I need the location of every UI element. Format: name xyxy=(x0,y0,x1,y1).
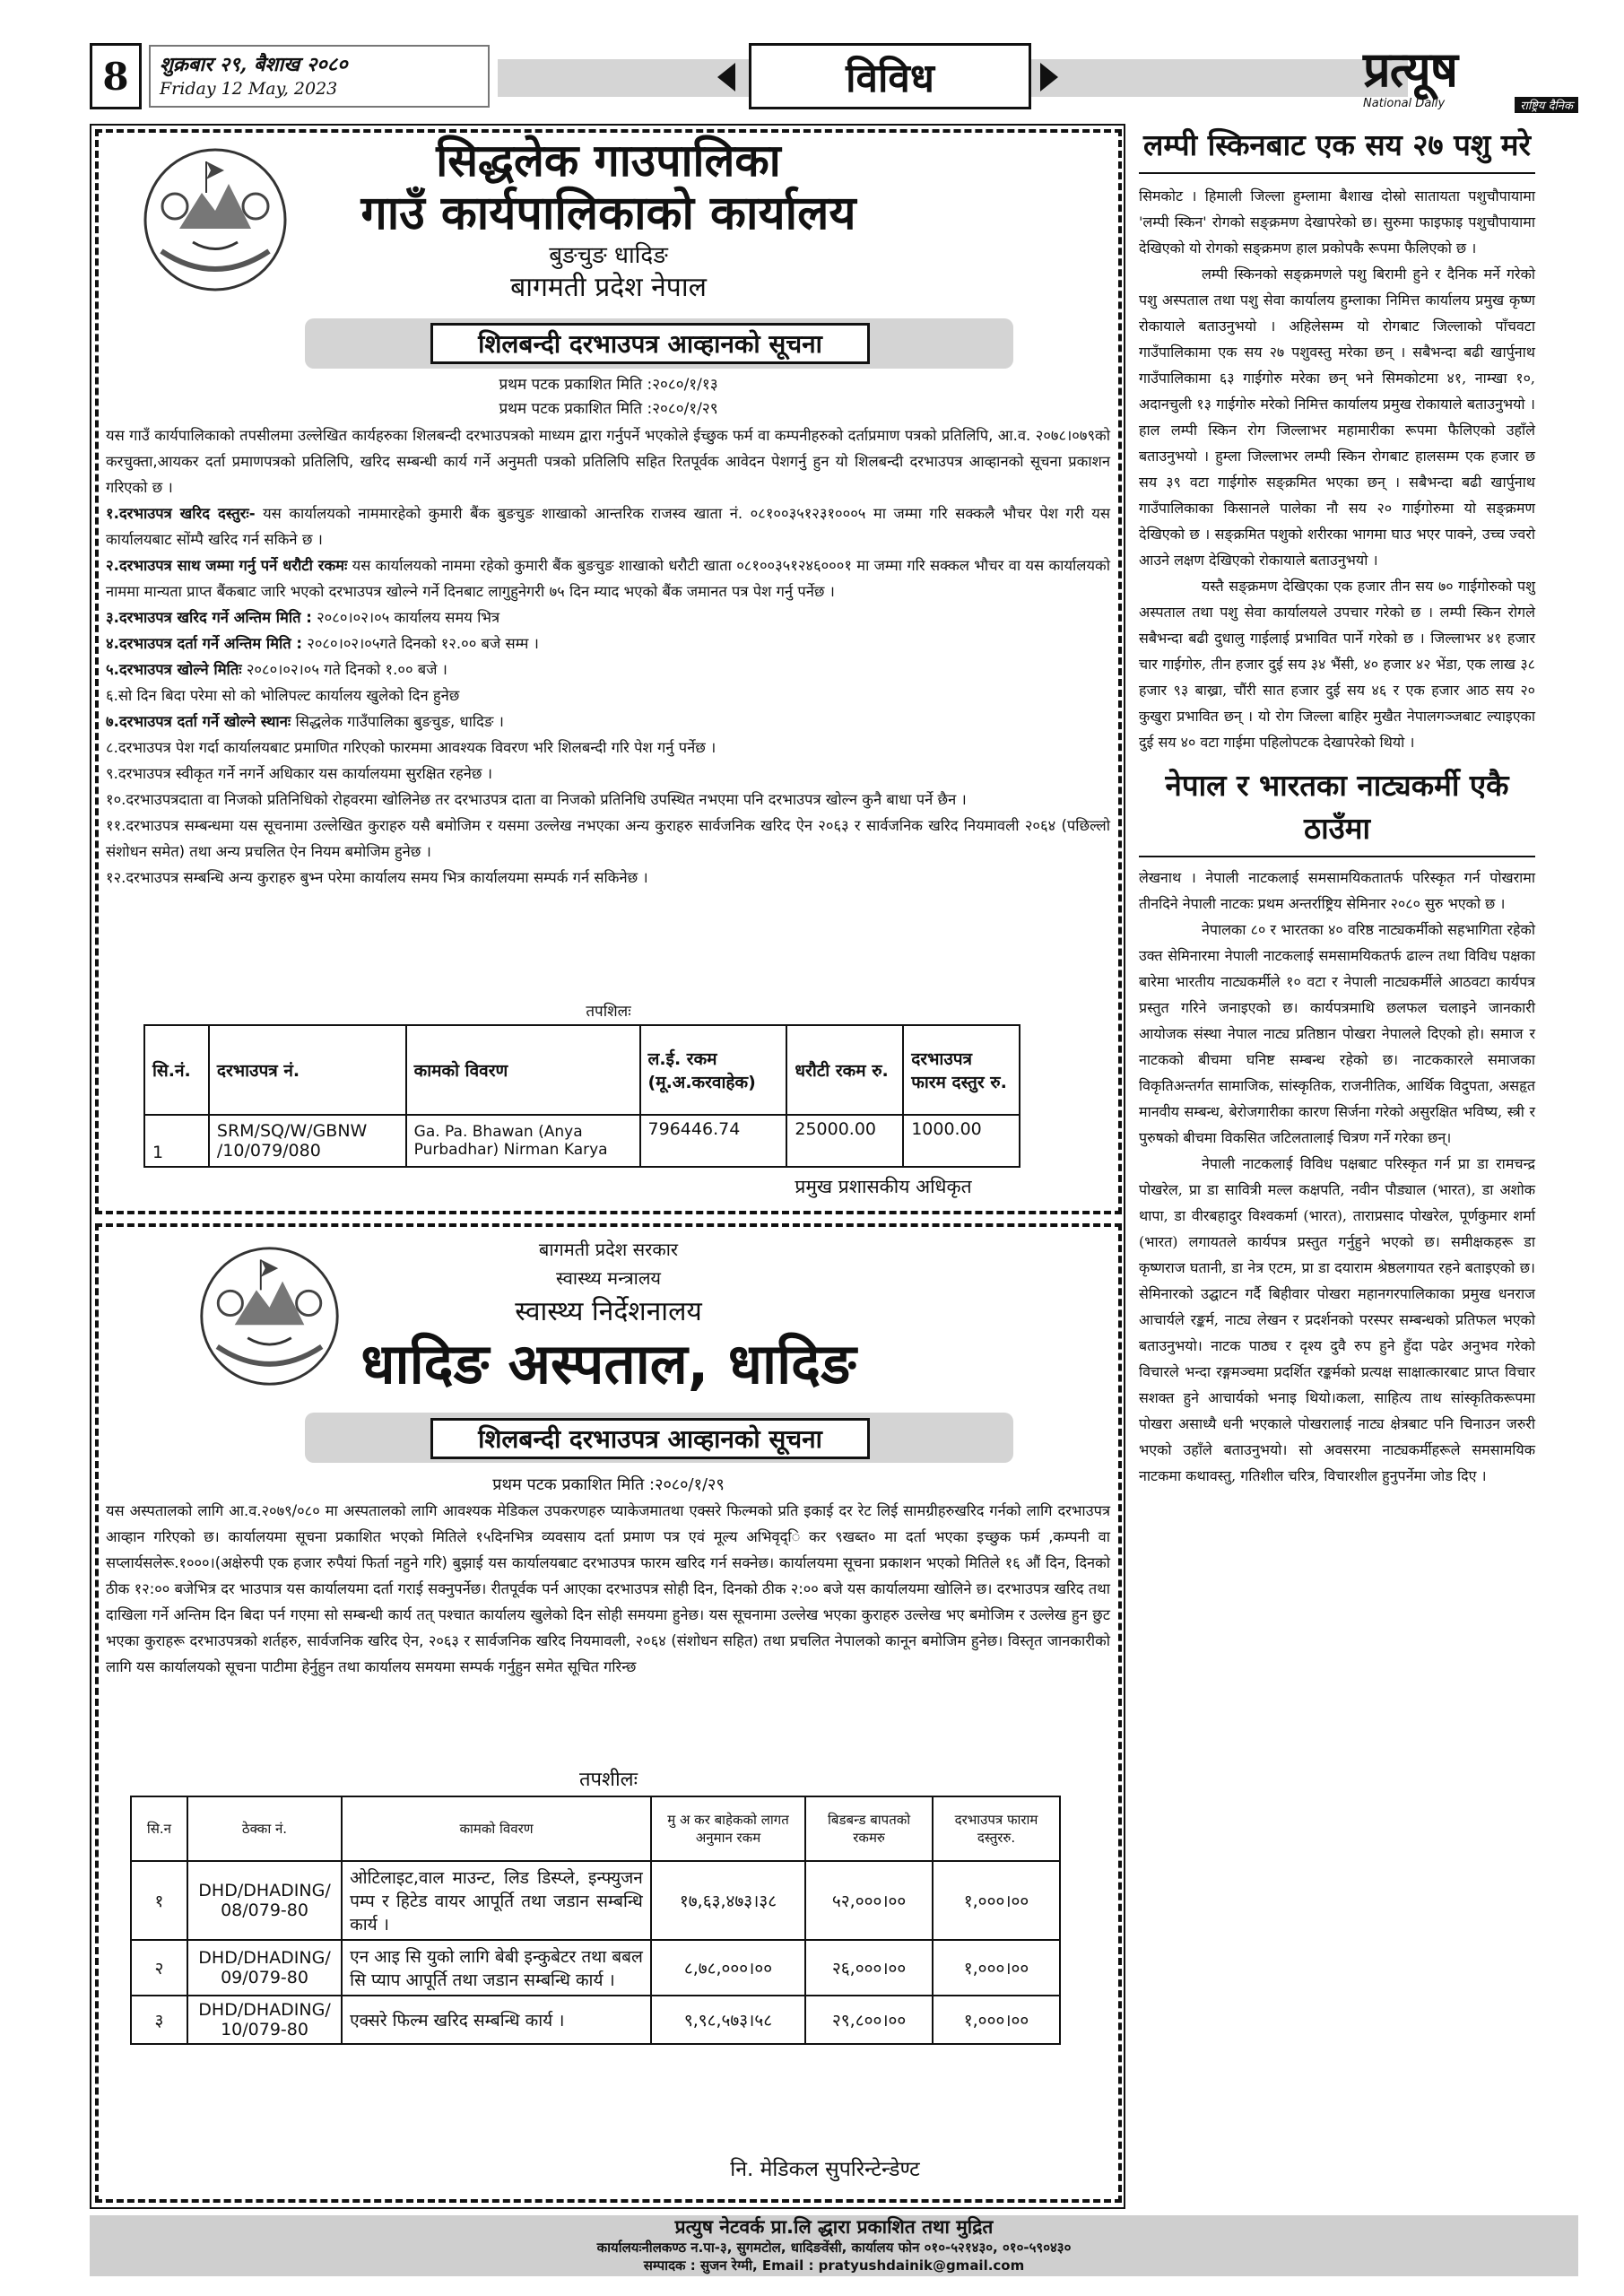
ad1-point-text: २०८०।०२।०५ कार्यालय समय भित्र xyxy=(311,609,500,626)
ad1-point-text: ८.दरभाउपत्र पेश गर्दा कार्यालयबाट प्रमाणित गरिएको फारममा आवश्यक विवरण भरि शिलबन्दी गरि पेश गर्नु पर्नेछ । xyxy=(106,739,716,756)
ad1-point xyxy=(106,604,1110,631)
masthead-logo xyxy=(1318,43,1578,117)
story-paragraph: लम्पी स्किनको सङ्क्रमणले पशु बिरामी हुने र दैनिक मर्ने गरेको पशु अस्पताल तथा पशु सेवा कार्यालय हुम्लाका निमित्त कार्यालय प्रमुख कृष्ण रोकायाले बताउनुभयो । अहिलेसम्म यो रोगबाट जिल्लाको पाँचवटा गाउँपालिकामा एक सय २७ पशुवस्तु मरेका छन् । सबैभन्दा बढी खार्पुनाथ गाउँपालिकामा ६३ गाईगोरु मरेका छन् भने सिमकोटमा ४१, नाम्खा १०, अदानचुली १३ गाईगोरु मरेको निमित्त कार्यालय प्रमुख रोकायाले बताउनुभयो । हाल लम्पी स्किन रोग जिल्लाभर महामारीका रूपमा फैलिएको उहाँले बताउनुभयो । हुम्ला जिल्लाभर लम्पी स्किन रोगबाट हालसम्म एक हजार छ सय ३९ वटा गाईगोरु सङ्क्रमित भएका छन् । सबैभन्दा बढी खार्पुनाथ गाउँपालिकाका किसानले पालेका नौ सय २० गाईगोरुमा यो सङ्क्रमण देखिएको छ । सङ्क्रमित पशुको शरीरका भागमा घाउ भएर पाक्ने, उच्च ज्वरो आउने लक्षण देखिएको रोकायाले बताउनुभयो । xyxy=(1139,265,1535,569)
ad1-pub-date-2: प्रथम पटक प्रकाशित मिति :२०८०/१/२९ xyxy=(499,400,718,418)
page-number: 8 xyxy=(90,43,142,109)
ad1-points-list xyxy=(106,500,1110,891)
ad2-gov: बागमती प्रदेश सरकार xyxy=(538,1239,679,1260)
ad1-point xyxy=(106,631,1110,657)
cell-contract-no: DHD/DHADING/ 09/079-80 xyxy=(187,1940,342,1996)
divider xyxy=(1139,172,1535,174)
ad1-point xyxy=(106,865,1110,891)
story-paragraph: सिमकोट । हिमाली जिल्ला हुम्लामा बैशाख दोस्रो सातायता पशुचौपायामा 'लम्पी स्किन' रोगको सङ्क्रमण देखापरेको छ। सुरुमा फाइफाइ पशुचौपायामा देखिएको यो रोगको सङ्क्रमण हाल प्रकोपकै रूपमा फैलिएको छ । xyxy=(1139,187,1535,257)
table-header: दरभाउपत्र नं. xyxy=(209,1025,406,1115)
table-header: दरभाउपत्र फाराम दस्तुररु. xyxy=(933,1796,1060,1861)
table-header: ल.ई. रकम (मू.अ.करवाहेक) xyxy=(640,1025,787,1115)
cell-fee: १,०००।०० xyxy=(933,1861,1060,1940)
ad1-point-text: २०८०।०२।०५गते दिनको १२.०० बजे सम्म । xyxy=(302,635,539,652)
cell-bid-bond: ५२,०००।०० xyxy=(805,1861,933,1940)
ad1-point xyxy=(106,657,1110,683)
ad2-table-caption: तपशीलः xyxy=(578,1769,638,1791)
ad1-point-text: ११.दरभाउपत्र सम्बन्धमा यस सूचनामा उल्लेखित कुराहरु यसै बमोजिम र यसमा उल्लेख नभएका अन्य कुराहरु सार्वजनिक खरिद ऐन २०६३ र सार्वजनिक खरिद नियमावली २०६४ (पछिल्लो संशोधन समेत) तथा अन्य प्रचलित ऐन नियम बमोजिम हुनेछ । xyxy=(106,817,1110,860)
table-header: सि.न xyxy=(131,1796,187,1861)
cell-deposit: 25000.00 xyxy=(786,1115,903,1167)
story-paragraph: नेपालका ८० र भारतका ४० वरिष्ठ नाट्यकर्मीको सहभागिता रहेको उक्त सेमिनारमा नेपाली नाटकलाई समसामयिकतर्फ ढाल्न तथा विविध पक्षका बारेमा भारतीय नाट्यकर्मीले १० वटा र नेपाली नाट्यकर्मीले आठवटा कार्यपत्र प्रस्तुत गरिने जनाइएको छ। कार्यपत्रमाथि छलफल चलाइने जानकारी आयोजक संस्था नेपाल नाट्य प्रतिष्ठान पोखरा नेपालले दिएको हो। समाज र नाटकको बीचमा घनिष्ट सम्बन्ध रहेको छ। नाटककारले समाजका विकृतिअन्तर्गत सामाजिक, सांस्कृतिक, राजनीतिक, आर्थिक विदुपता, असहृत मानवीय सम्बन्ध, बेरोजगारीका कारण सिर्जना गरेको असुरक्षित भविष्य, स्त्री र पुरुषको बीचमा विकसित जटिलतालाई चित्रण गर्ने गरेका छन्। xyxy=(1139,921,1535,1146)
cell-estimate: ९,९८,५७३।५८ xyxy=(651,1996,805,2044)
ad1-signatory: प्रमुख प्रशासकीय अधिकृत xyxy=(795,1176,972,1197)
ad1-point-label: ३.दरभाउपत्र खरिद गर्ने अन्तिम मिति : xyxy=(106,609,312,626)
ad1-point-label: २.दरभाउपत्र साथ जम्मा गर्नु पर्ने धरौटी रकमः xyxy=(106,557,348,574)
story1-headline: लम्पी स्किनबाट एक सय २७ पशु मरे xyxy=(1143,127,1531,162)
ad1-org: सिद्धलेक गाउपालिका xyxy=(436,135,781,187)
cell-desc: एक्सरे फिल्म खरिद सम्बन्धि कार्य । xyxy=(342,1996,651,2044)
cell-sn: ३ xyxy=(131,1996,187,2044)
ad1-table xyxy=(143,1024,1020,1168)
ad2-signatory: नि. मेडिकल सुपरिन्टेन्डेण्ट xyxy=(730,2158,920,2181)
table-row xyxy=(131,1861,1060,1940)
table-header: कामको विवरण xyxy=(406,1025,640,1115)
cell-desc: Ga. Pa. Bhawan (Anya Purbadhar) Nirman Karya xyxy=(406,1115,640,1167)
cell-bid-bond: २९,८००।०० xyxy=(805,1996,933,2044)
ad1-point-text: सिद्धलेक गाउँपालिका बुङचुङ, धादिङ । xyxy=(291,713,504,730)
cell-contract-no: DHD/DHADING/ 08/079-80 xyxy=(187,1861,342,1940)
cell-desc: ओटिलाइट,वाल माउन्ट, लिड डिस्प्ले, इन्फ्युजन पम्प र हिटेड वायर आपूर्ति तथा जडान सम्बन्धि कार्य । xyxy=(342,1861,651,1940)
footer-publisher: प्रत्युष नेटवर्क प्रा.लि द्धारा प्रकाशित तथा मुद्रित xyxy=(674,2216,994,2238)
cell-contract-no: DHD/DHADING/ 10/079-80 xyxy=(187,1996,342,2044)
page-header xyxy=(90,43,1578,115)
ad1-intro: यस गाउँ कार्यपालिकाको तपसीलमा उल्लेखित कार्यहरुका शिलबन्दी दरभाउपत्रको माध्यम द्वारा गर्नुपर्ने भएकोले ईच्छुक फर्म वा कम्पनीहरुको दर्ताप्रमाण पत्रको प्रतिलिपि, आ.व. २०७८।०७९को करचुक्ता,आयकर दर्ता प्रमाणपत्रको प्रतिलिपि, खरिद सम्बन्धी कार्य गर्ने अनुमती पत्रको प्रतिलिपि सहित रितपूर्वक आवेदन पेशगर्नु हुन यो शिलबन्दी दरभाउपत्र आव्हानको सूचना प्रकाशन गरिएको छ । xyxy=(106,427,1110,496)
table-header: मु अ कर बाहेकको लागत अनुमान रकम xyxy=(651,1796,805,1861)
story-paragraph: नेपाली नाटकलाई विविध पक्षबाट परिस्कृत गर्न प्रा डा रामचन्द्र पोखरेल, प्रा डा सावित्री मल्ल कक्षपति, नवीन पौड्याल (भारत), डा अशोक थापा, डा वीरबहादुर विश्वकर्मा (भारत), ताराप्रसाद पोखरेल, पूर्णकुमार शर्मा (भारत) लगायतले कार्यपत्र प्रस्तुत गर्नुहुने भएको छ। समीक्षकहरू डा कृष्णराज घतानी, डा नेत्र एटम, प्रा डा दयाराम श्रेष्ठलगायत रहने बताइएको छ। सेमिनारको उद्घाटन गर्दै बिहीवार पोखरा महानगरपालिकाका प्रमुख धनराज आचार्यले रङ्कर्म, नाट्य लेखन र प्रदर्शनको परस्पर सम्बन्धको प्रतिफल भएको बताउनुभयो। नाटक पाठ्य र दृश्य दुवै रुप हुने हुँदा पढेर अनुभव गरेको विचारले भन्दा रङ्गमञ्चमा प्रदर्शित रङ्कर्मको प्रत्यक्ष साक्षात्कारबाट प्राप्त विचार सशक्त हुने आचार्यको भनाइ थियो।कला, साहित्य ताथ सांस्कृतिकरूपमा पोखरा असाध्यै धनी भएकाले पोखरालाई नाट्य क्षेत्रबाट पनि चिनाउन जरुरी भएको उहाँले बताउनुभयो। सो अवसरमा नाट्यकर्मीहरूले समसामयिक नाटकमा कथावस्तु, गतिशील चरित्र, विचारशील हुनुपर्नेमा जोड दिए । xyxy=(1139,1155,1535,1484)
ad1-point-text: २०८०।०२।०५ गते दिनको १.०० बजे । xyxy=(241,661,447,678)
table-row xyxy=(131,1940,1060,1996)
ad1-table-caption: तपशिलः xyxy=(586,1003,631,1021)
story-paragraph: लेखनाथ । नेपाली नाटकलाई समसामयिकतातर्फ परिस्कृत गर्न पोखरामा तीनदिने नेपाली नाटकः प्रथम अन्तर्राष्ट्रिय सेमिनार २०८० सुरु भएको छ । xyxy=(1139,869,1535,912)
ad1-place: बुङचुङ धादिङ xyxy=(549,242,668,269)
ad1-point xyxy=(106,813,1110,865)
masthead-sub-en: National Daily xyxy=(1363,97,1446,110)
masthead-subtitle xyxy=(1318,97,1578,113)
ad2-body: यस अस्पतालको लागि आ.व.२०७९/०८० मा अस्पतालको लागि आवश्यक मेडिकल उपकरणहरु प्याकेजमातथा एक्सरे फिल्मको प्रति इकाई दर रेट लिई सामग्रीहरुखरिद गर्नको लागि दरभाउपत्र आव्हान गरिएको छ। कार्यालयमा सूचना प्रकाशित भएको मितिले १५दिनभित्र व्यवसाय दर्ता प्रमाण पत्र एवं मूल्य अभिवृद्‍ि कर ९खब्त० मा दर्ता भएका इच्छुक फर्म ,कम्पनी वा सप्लार्यसलेरू.१०००।(अक्षेरुपी एक हजार रुपैयां फिर्ता नहुने गरि) बुझाई यस कार्यालयबाट दरभाउपत्र फारम खरिद गर्न सक्नेछ। कार्यालयमा सूचना प्रकाशन भएको मितिले १६ औं दिन, दिनको ठीक १२:०० बजेभित्र दर भाउपात्र यस कार्यालयमा दर्ता गराई सक्नुपर्नेछ। रीतपूर्वक पर्न आएका दरभाउपत्र सोही दिन, दिनको ठीक २:०० बजे यस कार्यालयमा खोलिने छ। दरभाउपत्र खरिद तथा दाखिला गर्ने अन्तिम दिन बिदा पर्न गएमा सो सम्बन्धी कार्य तत् पश्चात कार्यालय खुलेको दिन सोही समयमा हुनेछ। यस सूचनामा उल्लेख भएका कुराहरु उल्लेख भए बमोजिम र उल्लेख हुन छुट भएका कुराहरू दरभाउपत्रको शर्तहरु, सार्वजनिक खरिद ऐन, २०६३ र सार्वजनिक खरिद नियमावली, २०६४ (संशोधन सहित) तथा प्रचलित नेपालको कानून बमोजिम हुनेछ। विस्तृत जानकारीको लागि यस कार्यालयको सूचना पाटीमा हेर्नुहुन तथा कार्यालय समयमा सम्पर्क गर्नुहुन समेत सूचित गरिन्छ xyxy=(106,1502,1110,1675)
footer-address: कार्यालयःनीलकण्ठ न.पा-३, सुगमटोल, धादिङवेंसी, कार्यालय फोन ०१०-५२१४३०, ०१०-५९०४३० xyxy=(596,2239,1072,2256)
ad1-pub-date-1: प्रथम पटक प्रकाशित मिति :२०८०/१/१३ xyxy=(499,376,718,394)
cell-bid-no: SRM/SQ/W/GBNW /10/079/080 xyxy=(209,1115,406,1167)
cell-fee: १,०००।०० xyxy=(933,1996,1060,2044)
ad1-point xyxy=(106,552,1110,604)
cell-sn: 1 xyxy=(144,1115,209,1167)
cell-estimate: 796446.74 xyxy=(640,1115,787,1167)
table-header: सि.नं. xyxy=(144,1025,209,1115)
ad2-ministry: स्वास्थ्य मन्त्रालय xyxy=(556,1267,661,1289)
ad2-directorate: स्वास्थ्य निर्देशनालय xyxy=(515,1296,702,1327)
story2-body xyxy=(1139,865,1535,1489)
ad1-point xyxy=(106,500,1110,552)
ad1-point xyxy=(106,709,1110,735)
ad2-table-body xyxy=(131,1861,1060,2044)
ad1-point xyxy=(106,787,1110,813)
news-column xyxy=(1139,124,1535,1489)
cell-estimate: ८,७८,०००।०० xyxy=(651,1940,805,1996)
footer-editor: सम्पादक : सुजन रेग्मी, Email : pratyushdainik@gmail.com xyxy=(643,2257,1025,2274)
story2-headline: नेपाल र भारतका नाट्यकर्मी एकै ठाउँमा xyxy=(1165,768,1509,846)
cell-estimate: १७,६३,४७३।३८ xyxy=(651,1861,805,1940)
table-header: कामको विवरण xyxy=(342,1796,651,1861)
story1-body xyxy=(1139,183,1535,755)
ad1-point-text: १२.दरभाउपत्र सम्बन्धि अन्य कुराहरु बुभ्न परेमा कार्यालय समय भित्र कार्यालयमा सम्पर्क गर्न सकिनेछ । xyxy=(106,869,648,886)
ad1-office: गाउँ कार्यपालिकाको कार्यालय xyxy=(360,187,856,240)
ad1-point-text: यस कार्यालयको नाममा रहेको कुमारी बैंक बुङचुङ शाखाको धरौटी खाता ०८१००३५१२४६०००१ मा जम्मा गरि सक्कल भौचर वा यस कार्यालयको नाममा मान्यता प्राप्त बैंकबाट जारि भएको दरभाउपत्र खोल्ने गर्ने दिनबाट लागुहुनेगरी ७५ दिन म्याद भएको बैंक जमानत पत्र पेश गर्नु पर्नेछ । xyxy=(106,557,1110,600)
table-header: धरौटी रकम रु. xyxy=(786,1025,903,1115)
ad1-province: बागमती प्रदेश नेपाल xyxy=(510,272,707,303)
ad1-point xyxy=(106,761,1110,787)
table-row xyxy=(144,1115,1020,1167)
table-header: बिडबन्ड बापतको रकमरु xyxy=(805,1796,933,1861)
ad1-point-label: ४.दरभाउपत्र दर्ता गर्ने अन्तिम मिति : xyxy=(106,635,303,652)
ad1-point xyxy=(106,735,1110,761)
arrow-left-icon xyxy=(717,63,735,91)
cell-desc: एन आइ सि युको लागि बेबी इन्कुबेटर तथा बबल सि प्याप आपूर्ति तथा जडान सम्बन्धि कार्य । xyxy=(342,1940,651,1996)
ad2-table xyxy=(130,1796,1061,2045)
ad1-notice-title: शिलबन्दी दरभाउपत्र आव्हानको सूचना xyxy=(430,323,870,364)
page-footer xyxy=(90,2215,1578,2276)
ad1-point-label: ७.दरभाउपत्र दर्ता गर्ने खोल्ने स्थानः xyxy=(106,713,291,730)
ad1-point-text: ६.सो दिन बिदा परेमा सो को भोलिपल्ट कार्यालय खुलेको दिन हुनेछ xyxy=(106,687,460,704)
cell-fee: 1000.00 xyxy=(903,1115,1020,1167)
ad1-body xyxy=(106,422,1110,891)
table-row xyxy=(131,1996,1060,2044)
ad2-notice-title: शिलबन्दी दरभाउपत्र आव्हानको सूचना xyxy=(430,1418,870,1459)
table-header: दरभाउपत्र फारम दस्तुर रु. xyxy=(903,1025,1020,1115)
cell-sn: १ xyxy=(131,1861,187,1940)
ad1-point-label: ५.दरभाउपत्र खोल्ने मितिः xyxy=(106,661,242,678)
arrow-right-icon xyxy=(1040,63,1058,91)
date-box xyxy=(149,45,490,108)
date-nepali: शुक्रबार २९, बैशाख २०८० xyxy=(160,53,348,76)
ad1-point-text: यस कार्यालयको नाममारहेको कुमारी बैंक बुङचुङ शाखाको आन्तरिक राजस्व खाता नं. ०८१००३५१२३१०००५ मा जम्मा गरि सक्कलै भौचर पेश गरी यस कार्यालयबाट सोंम्पै खरिद गर्न सकिने छ । xyxy=(106,505,1110,548)
table-header: ठेक्का नं. xyxy=(187,1796,342,1861)
ad1-point-text: ९.दरभाउपत्र स्वीकृत गर्ने नगर्ने अधिकार यस कार्यालयमा सुरक्षित रहनेछ । xyxy=(106,765,492,782)
ad2-pub-date: प्रथम पटक प्रकाशित मिति :२०८०/१/२९ xyxy=(492,1475,725,1494)
story-paragraph: यस्तै सङ्क्रमण देखिएका एक हजार तीन सय ७० गाईगोरुको पशु अस्पताल तथा पशु सेवा कार्यालयले उपचार गरेको छ । लम्पी स्किन रोगले सबैभन्दा बढी दुधालु गाईलाई प्रभावित पार्ने गरेको छ । जिल्लाभर ४१ हजार चार गाईगोरु, तीन हजार दुई सय ३४ भैंसी, ४० हजार ४२ भेंडा, एक लाख ३८ हजार ९३ बाख्रा, चौंरी सात हजार दुई सय ४६ र एक हजार आठ सय २० कुखुरा प्रभावित छन् । यो रोग जिल्ला बाहिर मुखैत नेपालगञ्जबाट ल्याइएका दुई सय ४० वटा गाईमा पहिलोपटक देखापरेको थियो । xyxy=(1139,578,1535,751)
cell-sn: २ xyxy=(131,1940,187,1996)
ad2-hospital: धादिङ अस्पताल, धादिङ xyxy=(360,1331,856,1396)
masthead-name: प्रत्यूष xyxy=(1363,41,1457,98)
date-english: Friday 12 May, 2023 xyxy=(160,79,338,99)
divider xyxy=(1139,856,1535,857)
ad1-point-label: १.दरभाउपत्र खरिद दस्तुरः- xyxy=(106,505,256,522)
masthead-sub-np: राष्ट्रिय दैनिक xyxy=(1515,97,1578,113)
ad1-point-text: १०.दरभाउपत्रदाता वा निजको प्रतिनिधिको रोहवरमा खोलिनेछ तर दरभाउपत्र दाता वा निजको प्रतिनिधि उपस्थित नभएमा पनि दरभाउपत्र खोल्न कुनै बाधा पर्ने छैन । xyxy=(106,791,967,808)
cell-bid-bond: २६,०००।०० xyxy=(805,1940,933,1996)
section-title: विविध xyxy=(749,43,1031,109)
ad1-point xyxy=(106,683,1110,709)
cell-fee: १,०००।०० xyxy=(933,1940,1060,1996)
